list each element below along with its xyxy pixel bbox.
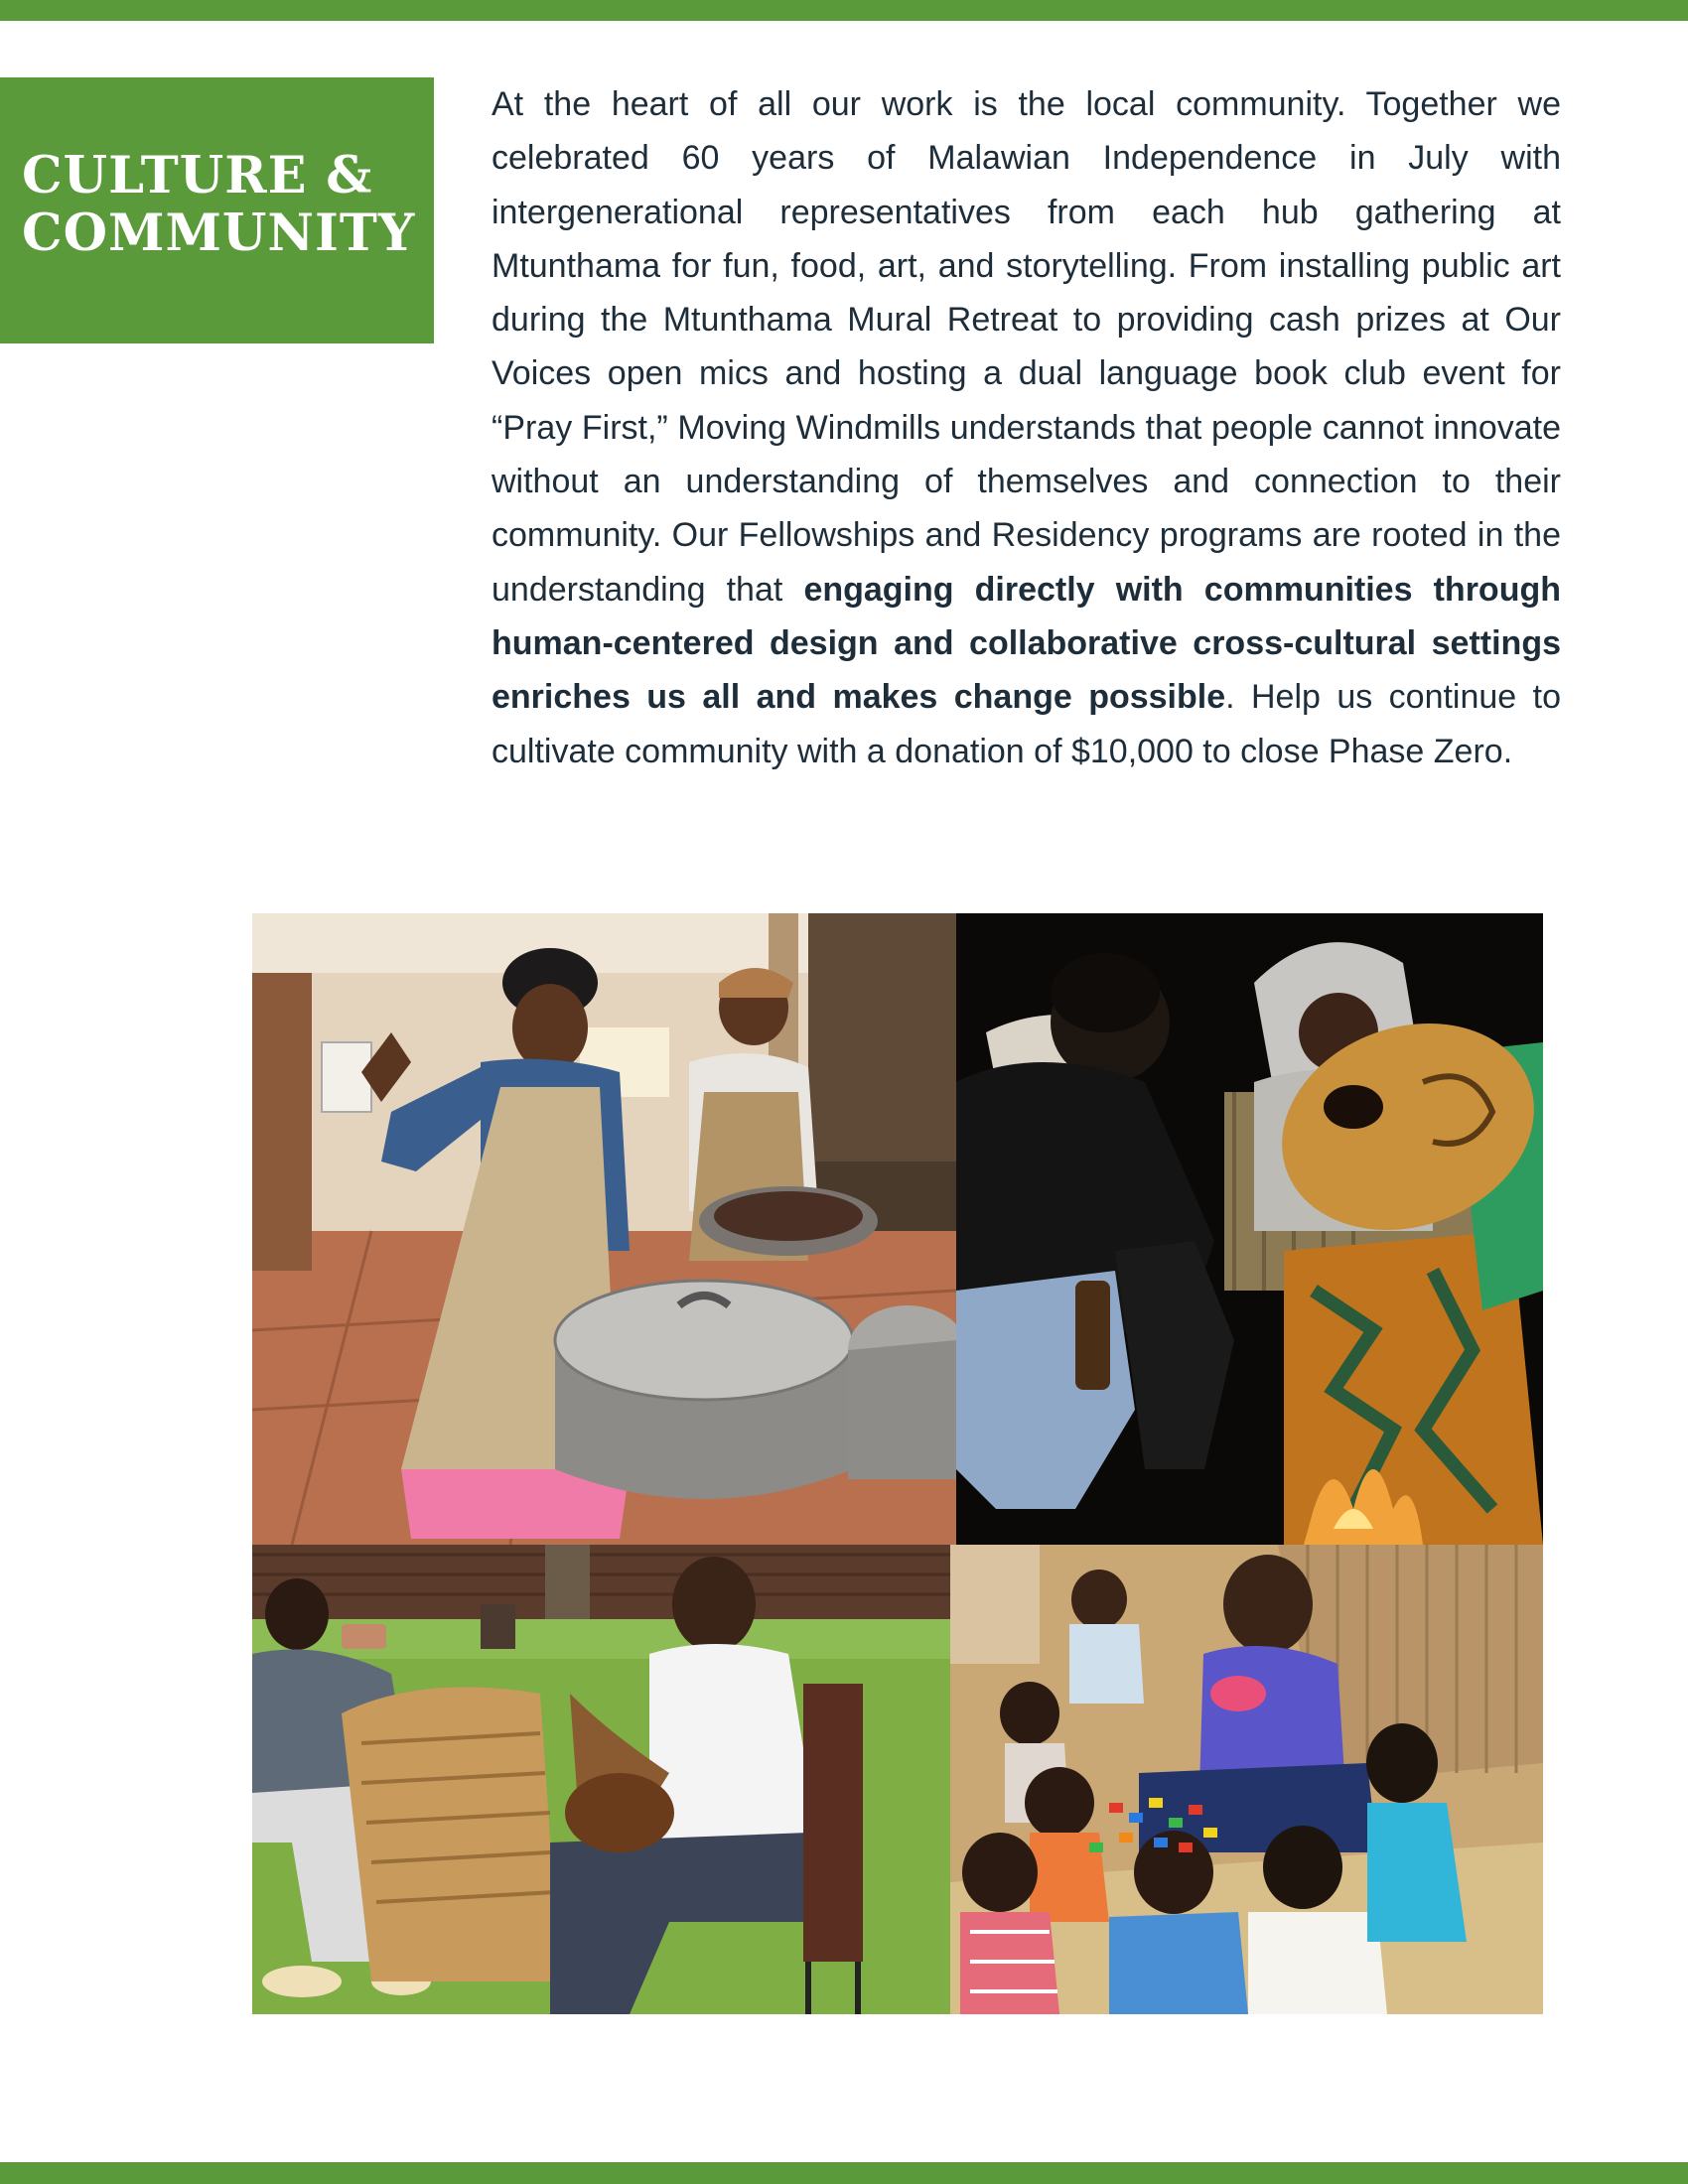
body-intro: At the heart of all our work is the local community. Together we celebrated 60 years of Malawian Independence in July with intergenerational representatives from each hub gathering at Mtunthama for fun, food, art, and storytelling. From installing public art during the Mtunthama Mural Retreat to providing cash prizes at Our Voices open mics and hosting a dual language book club event for “Pray First,” Moving Windmills understands that people cannot innovate without an understanding of themselves and connection to their community. Our Fellowships and Residency programs are rooted in the understanding that <box>492 85 1561 609</box>
night-photo-image <box>956 913 1543 1545</box>
photo-children-blocks <box>950 1545 1543 2014</box>
top-accent-bar <box>0 0 1688 21</box>
bottom-accent-bar <box>0 2162 1688 2184</box>
section-title-block <box>0 77 434 343</box>
photo-night-instrument <box>956 913 1543 1545</box>
photo-collage <box>252 913 1543 2014</box>
section-title-line-2: COMMUNITY <box>22 204 416 263</box>
body-closing: . Help us continue to cultivate community with a donation of $10,000 to close Phase Zero. <box>492 678 1561 770</box>
kitchen-photo-image <box>252 913 956 1545</box>
body-emphasis: engaging directly with communities through human-centered design and collaborative cross-cultural settings enriches us all and makes change possible <box>492 570 1561 717</box>
section-title-line-1: CULTURE & <box>22 146 373 205</box>
photo-kitchen-cooking <box>252 913 956 1545</box>
blocks-photo-image <box>950 1545 1543 2014</box>
photo-guitar-lawn <box>252 1545 950 2014</box>
body-paragraph <box>492 77 1561 778</box>
guitar-photo-image <box>252 1545 950 2014</box>
